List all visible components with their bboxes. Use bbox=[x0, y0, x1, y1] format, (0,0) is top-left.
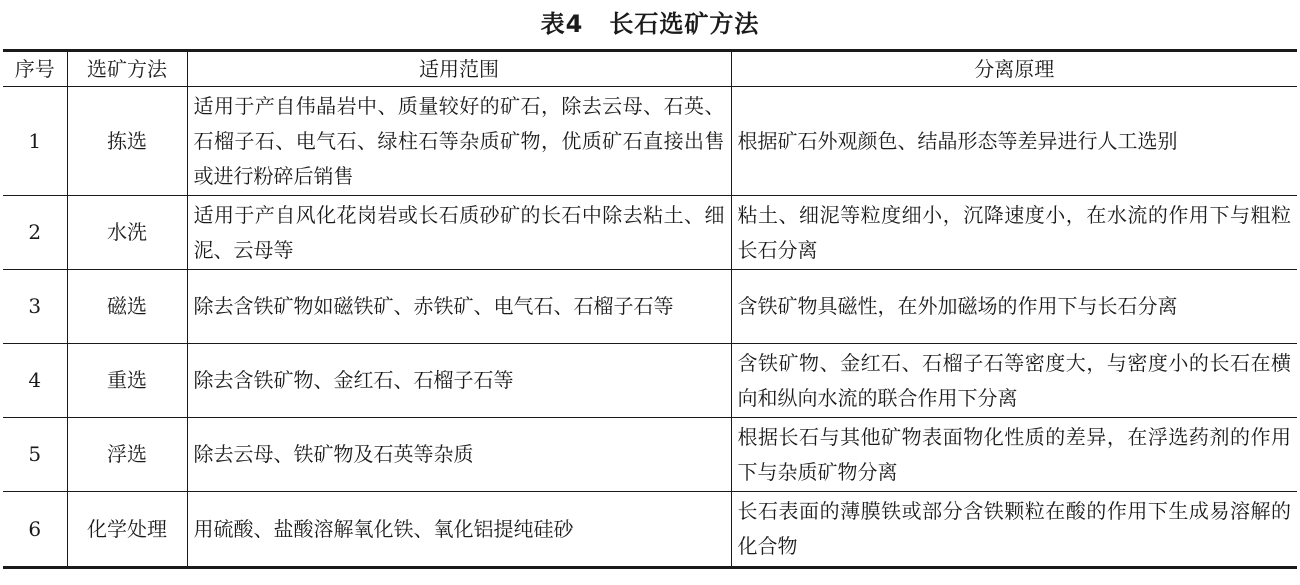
cell-scope: 除去含铁矿物、金红石、石榴子石等 bbox=[187, 344, 731, 418]
table-title: 长石选矿方法 bbox=[609, 10, 760, 38]
cell-scope: 除去含铁矿物如磁铁矿、赤铁矿、电气石、石榴子石等 bbox=[187, 270, 731, 344]
cell-no: 6 bbox=[3, 492, 67, 568]
cell-scope: 除去云母、铁矿物及石英等杂质 bbox=[187, 418, 731, 492]
header-row bbox=[3, 51, 1297, 87]
cell-principle: 含铁矿物具磁性，在外加磁场的作用下与长石分离 bbox=[731, 270, 1297, 344]
table-row bbox=[3, 344, 1297, 418]
cell-method: 重选 bbox=[67, 344, 187, 418]
table-row bbox=[3, 87, 1297, 196]
cell-principle: 根据长石与其他矿物表面物化性质的差异，在浮选药剂的作用下与杂质矿物分离 bbox=[731, 418, 1297, 492]
table-row bbox=[3, 270, 1297, 344]
table-row bbox=[3, 492, 1297, 568]
table-caption bbox=[0, 4, 1300, 44]
table-row bbox=[3, 196, 1297, 270]
cell-no: 3 bbox=[3, 270, 67, 344]
cell-no: 4 bbox=[3, 344, 67, 418]
cell-principle: 根据矿石外观颜色、结晶形态等差异进行人工选别 bbox=[731, 87, 1297, 196]
cell-principle: 含铁矿物、金红石、石榴子石等密度大，与密度小的长石在横向和纵向水流的联合作用下分离 bbox=[731, 344, 1297, 418]
cell-method: 水洗 bbox=[67, 196, 187, 270]
header-scope: 适用范围 bbox=[187, 51, 731, 87]
cell-no: 1 bbox=[3, 87, 67, 196]
header-no: 序号 bbox=[3, 51, 67, 87]
cell-no: 2 bbox=[3, 196, 67, 270]
cell-scope: 适用于产自伟晶岩中、质量较好的矿石，除去云母、石英、石榴子石、电气石、绿柱石等杂质矿物，优质矿石直接出售或进行粉碎后销售 bbox=[187, 87, 731, 196]
cell-principle: 粘土、细泥等粒度细小，沉降速度小，在水流的作用下与粗粒长石分离 bbox=[731, 196, 1297, 270]
table-row bbox=[3, 418, 1297, 492]
cell-method: 拣选 bbox=[67, 87, 187, 196]
cell-method: 浮选 bbox=[67, 418, 187, 492]
cell-no: 5 bbox=[3, 418, 67, 492]
cell-method: 磁选 bbox=[67, 270, 187, 344]
mineral-processing-table bbox=[3, 49, 1297, 569]
table-number: 表4 bbox=[540, 10, 584, 38]
cell-method: 化学处理 bbox=[67, 492, 187, 568]
cell-principle: 长石表面的薄膜铁或部分含铁颗粒在酸的作用下生成易溶解的化合物 bbox=[731, 492, 1297, 568]
cell-scope: 用硫酸、盐酸溶解氧化铁、氧化铝提纯硅砂 bbox=[187, 492, 731, 568]
header-principle: 分离原理 bbox=[731, 51, 1297, 87]
header-method: 选矿方法 bbox=[67, 51, 187, 87]
cell-scope: 适用于产自风化花岗岩或长石质砂矿的长石中除去粘土、细泥、云母等 bbox=[187, 196, 731, 270]
